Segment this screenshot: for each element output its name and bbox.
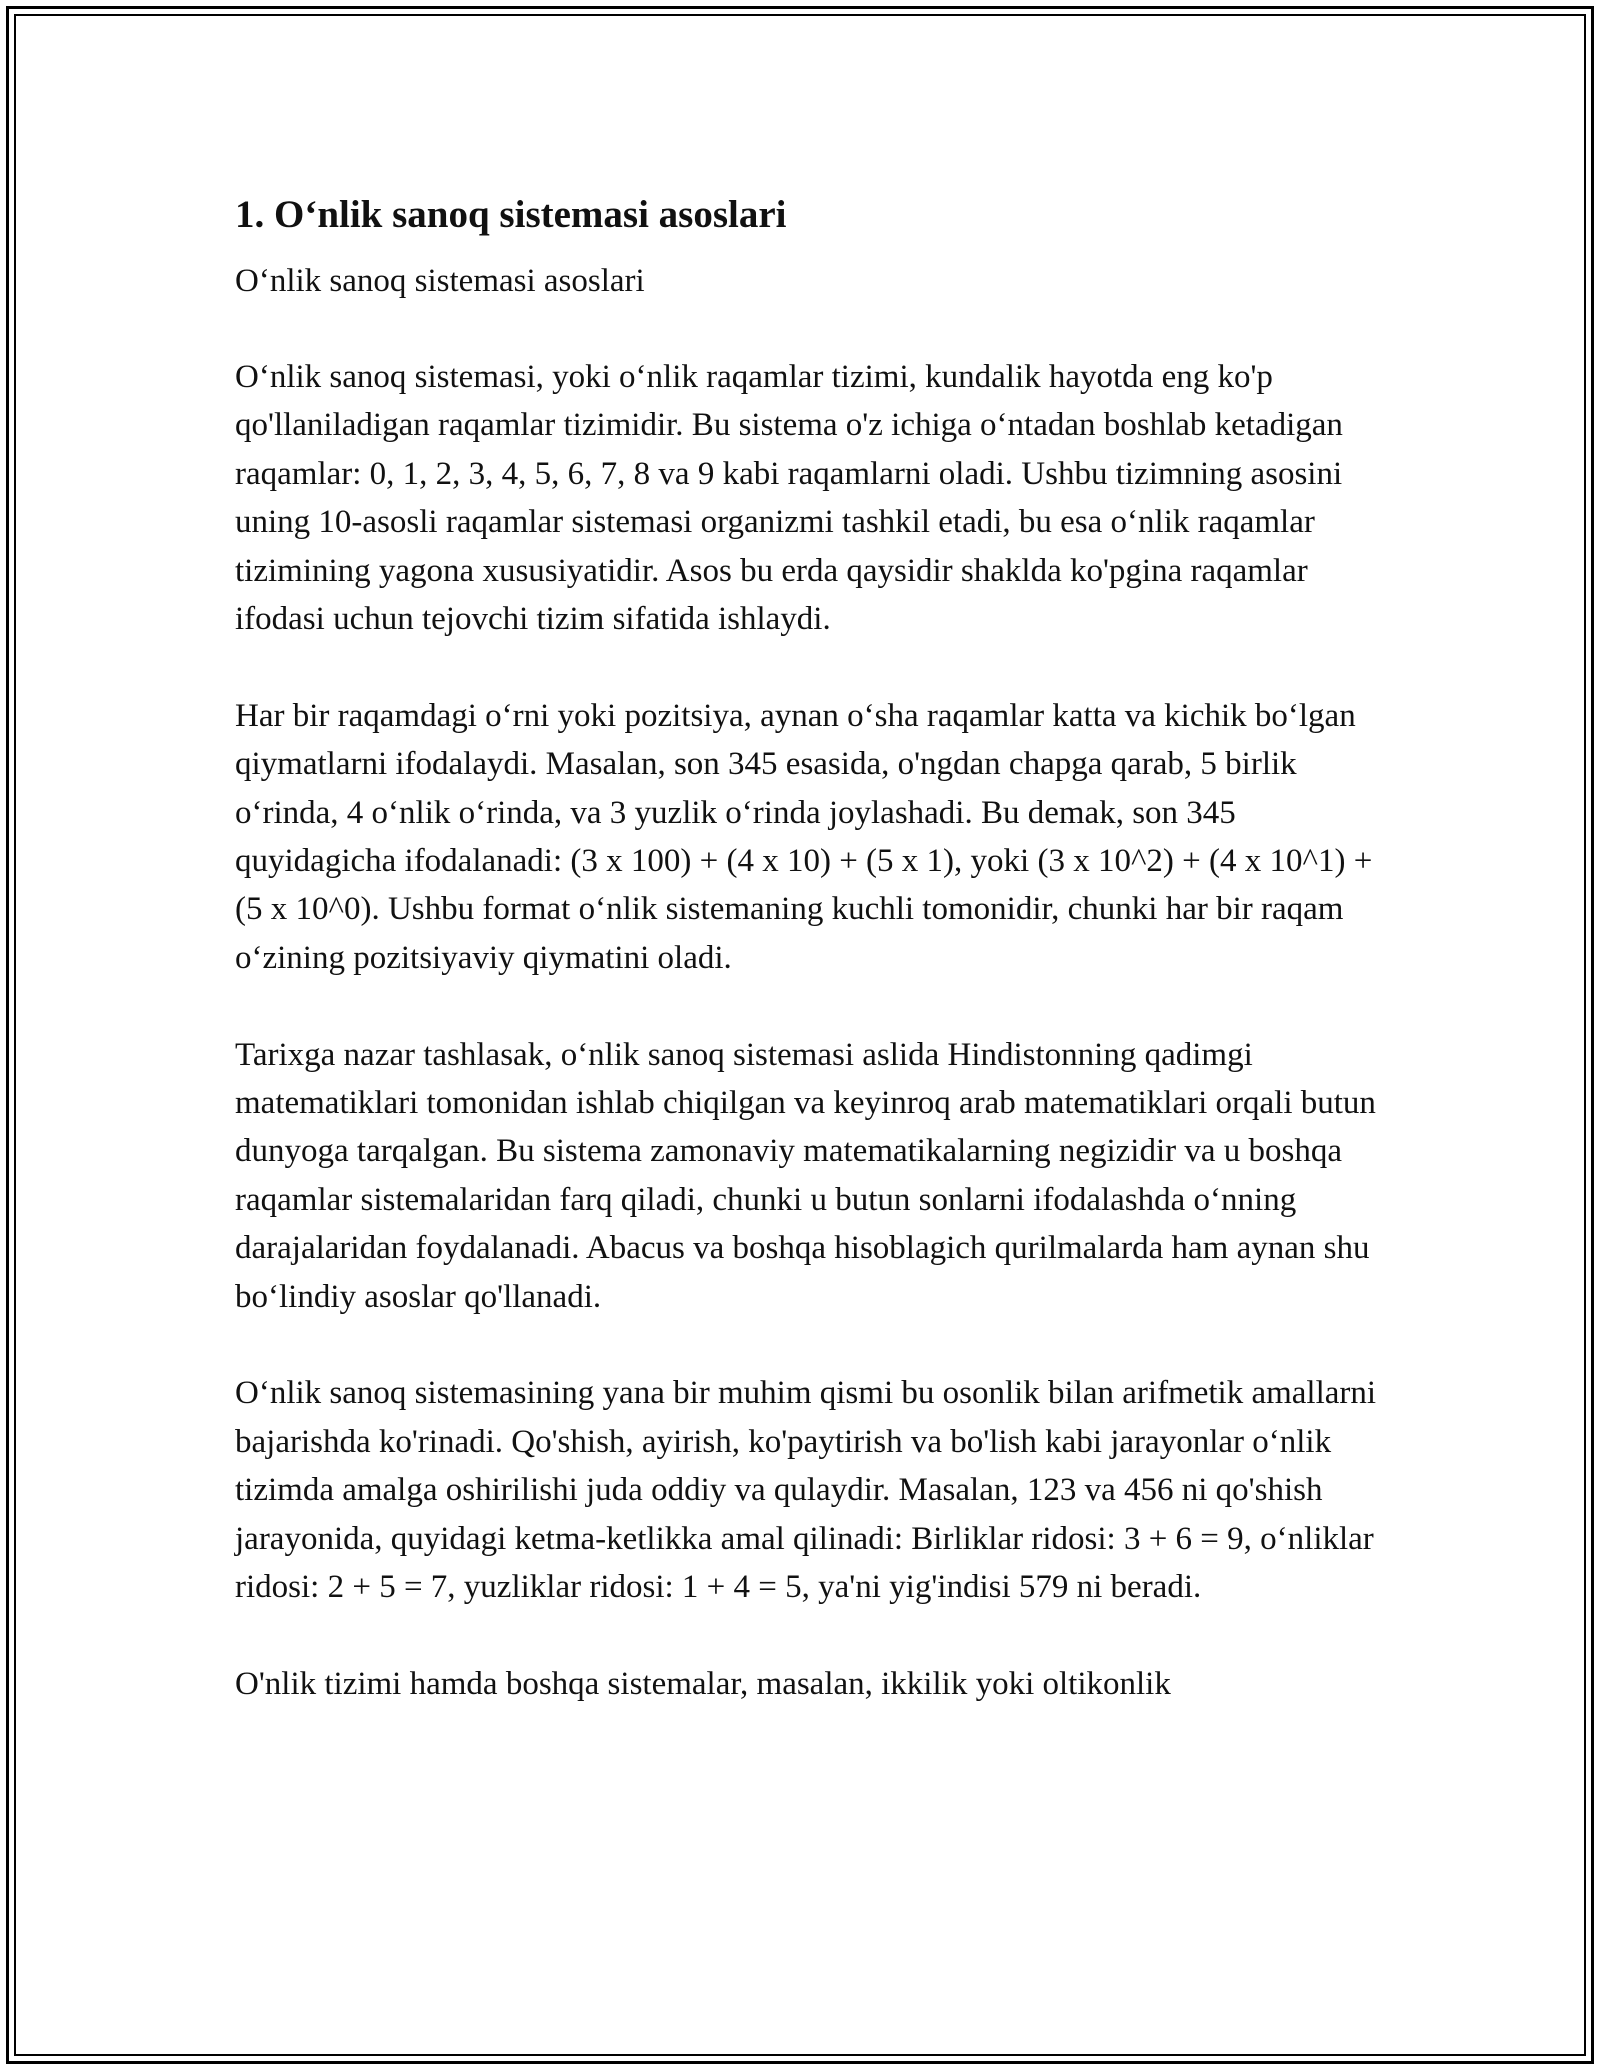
document-subtitle: O‘nlik sanoq sistemasi asoslari	[235, 263, 645, 299]
paragraph-2: Har bir raqamdagi o‘rni yoki pozitsiya, aynan o‘sha raqamlar katta va kichik bo‘lgan qiymatlarni ifodalaydi. Masalan, son 345 esasida, o'ngdan chapga qarab, 5 birlik o‘rinda, 4 o‘nlik o‘rinda, va 3 yuzlik o‘rinda joylashadi. Bu demak, son 345 quyidagicha ifodalanadi: (3 x 100) + (4 x 10) + (5 x 1), yoki (3 x 10^2) + (4 x 10^1) + (5 x 10^0). Ushbu format o‘nlik sistemaning kuchli tomonidir, chunki har bir raqam o‘zining pozitsiyaviy qiymatini oladi.	[235, 697, 1373, 976]
document-title: 1. O‘nlik sanoq sistemasi asoslari	[235, 193, 787, 236]
paragraph-5: O'nlik tizimi hamda boshqa sistemalar, masalan, ikkilik yoki oltikonlik	[235, 1665, 1171, 1702]
document-body	[235, 185, 1385, 1757]
paragraph-1: O‘nlik sanoq sistemasi, yoki o‘nlik raqamlar tizimi, kundalik hayotda eng ko'p qo'llaniladigan raqamlar tizimidir. Bu sistema o'z ichiga o‘ntadan boshlab ketadigan raqamlar: 0, 1, 2, 3, 4, 5, 6, 7, 8 va 9 kabi raqamlarni oladi. Ushbu tizimning asosini uning 10-asosli raqamlar sistemasi organizmi tashkil etadi, bu esa o‘nlik raqamlar tizimining yagona xususiyatidir. Asos bu erda qaysidir shaklda ko'pgina raqamlar ifodasi uchun tejovchi tizim sifatida ishlaydi.	[235, 359, 1343, 638]
paragraph-3: Tarixga nazar tashlasak, o‘nlik sanoq sistemasi aslida Hindistonning qadimgi matematiklari tomonidan ishlab chiqilgan va keyinroq arab matematiklari orqali butun dunyoga tarqalgan. Bu sistema zamonaviy matematikalarning negizidir va u boshqa raqamlar sistemalaridan farq qiladi, chunki u butun sonlarni ifodalashda o‘nning darajalaridan foydalanadi. Abacus va boshqa hisoblagich qurilmalarda ham aynan shu bo‘lindiy asoslar qo'llanadi.	[235, 1036, 1376, 1315]
paragraph-4: O‘nlik sanoq sistemasining yana bir muhim qismi bu osonlik bilan arifmetik amallarni bajarishda ko'rinadi. Qo'shish, ayirish, ko'paytirish va bo'lish kabi jarayonlar o‘nlik tizimda amalga oshirilishi juda oddiy va qulaydir. Masalan, 123 va 456 ni qo'shish jarayonida, quyidagi ketma-ketlikka amal qilinadi: Birliklar ridosi: 3 + 6 = 9, o‘nliklar ridosi: 2 + 5 = 7, yuzliklar ridosi: 1 + 4 = 5, ya'ni yig'indisi 579 ni beradi.	[235, 1375, 1377, 1606]
